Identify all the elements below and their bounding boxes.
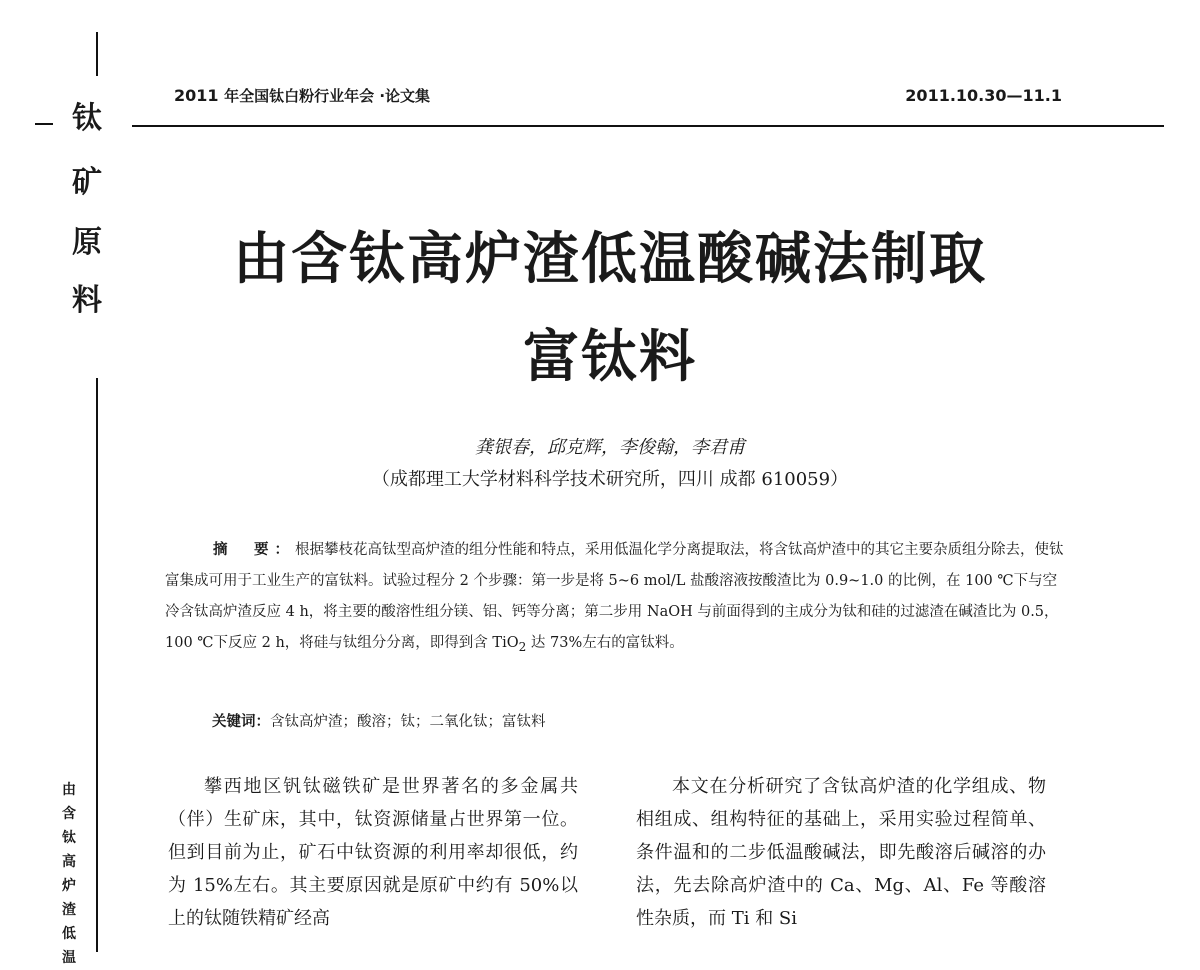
body-column-left — [168, 770, 578, 935]
abstract-subscript: 2 — [518, 639, 527, 654]
body-column-right — [636, 770, 1046, 935]
body-paragraph: 本文在分析研究了含钛高炉渣的化学组成、物相组成、组构特征的基础上，采用实验过程简单、条件温和的二步低温酸碱法，即先酸溶后碱溶的办法，先去除高炉渣中的 Ca、Mg、Al、Fe 等酸溶性杂质，而 Ti 和 Si — [636, 776, 1046, 929]
abstract-text: 根据攀枝花高钛型高炉渣的组分性能和特点，采用低温化学分离提取法，将含钛高炉渣中的其它主要杂质组分除去，使钛富集成可用于工业生产的富钛料。试验过程分 2 个步骤：第一步是将 5~6 mol/L 盐酸溶液按酸渣比为 0.9~1.0 的比例，在 100 ℃下与空冷含钛高炉渣反应 4 h，将主要的酸溶性组分镁、铝、钙等分离；第二步用 NaOH 与前面得到的主成分为钛和硅的过滤渣在碱渣比为 0.5，100 ℃下反应 2 h，将硅与钛组分分离，即得到含 TiO — [165, 542, 1064, 651]
keywords-text: 含钛高炉渣；酸溶；钛；二氧化钛；富钛料 — [270, 714, 546, 730]
keywords — [212, 710, 546, 734]
side-running-title: 由 含 钛 高 炉 渣 低 温 — [62, 782, 76, 966]
abstract — [165, 534, 1065, 663]
header-dates: 2011.10.30—11.1 — [905, 86, 1062, 105]
body-paragraph: 攀西地区钒钛磁铁矿是世界著名的多金属共（伴）生矿床，其中，钛资源储量占世界第一位。但到目前为止，矿石中钛资源的利用率却很低，约为 15%左右。其主要原因就是原矿中约有 50%以上的钛随铁精矿经高 — [168, 776, 578, 929]
keywords-label: 关键词： — [212, 713, 270, 730]
side-tick — [35, 123, 53, 125]
abstract-text-end: 达 73%左右的富钛料。 — [526, 635, 684, 651]
header-year: 2011 — [174, 86, 219, 105]
authors: 龚银春，邱克辉，李俊翰，李君甫 — [475, 437, 745, 458]
page-title-line-1: 由含钛高炉渣低温酸碱法制取 — [233, 227, 987, 292]
header-rule — [132, 125, 1164, 127]
affiliation: （成都理工大学材料科学技术研究所，四川 成都 610059） — [371, 469, 849, 490]
header-proceedings: 年全国钛白粉行业年会 ·论文集 — [224, 87, 431, 105]
header-left — [174, 86, 430, 106]
side-tab-char: 原 — [72, 225, 102, 260]
side-tab-char: 料 — [72, 283, 102, 318]
side-rule-bottom — [96, 378, 98, 952]
side-rule-top — [96, 32, 98, 76]
side-tab-char: 钛 — [72, 101, 102, 136]
abstract-label: 摘 要： — [213, 541, 295, 558]
side-tab-char: 矿 — [72, 165, 102, 200]
page-title-line-2: 富钛料 — [523, 325, 697, 390]
